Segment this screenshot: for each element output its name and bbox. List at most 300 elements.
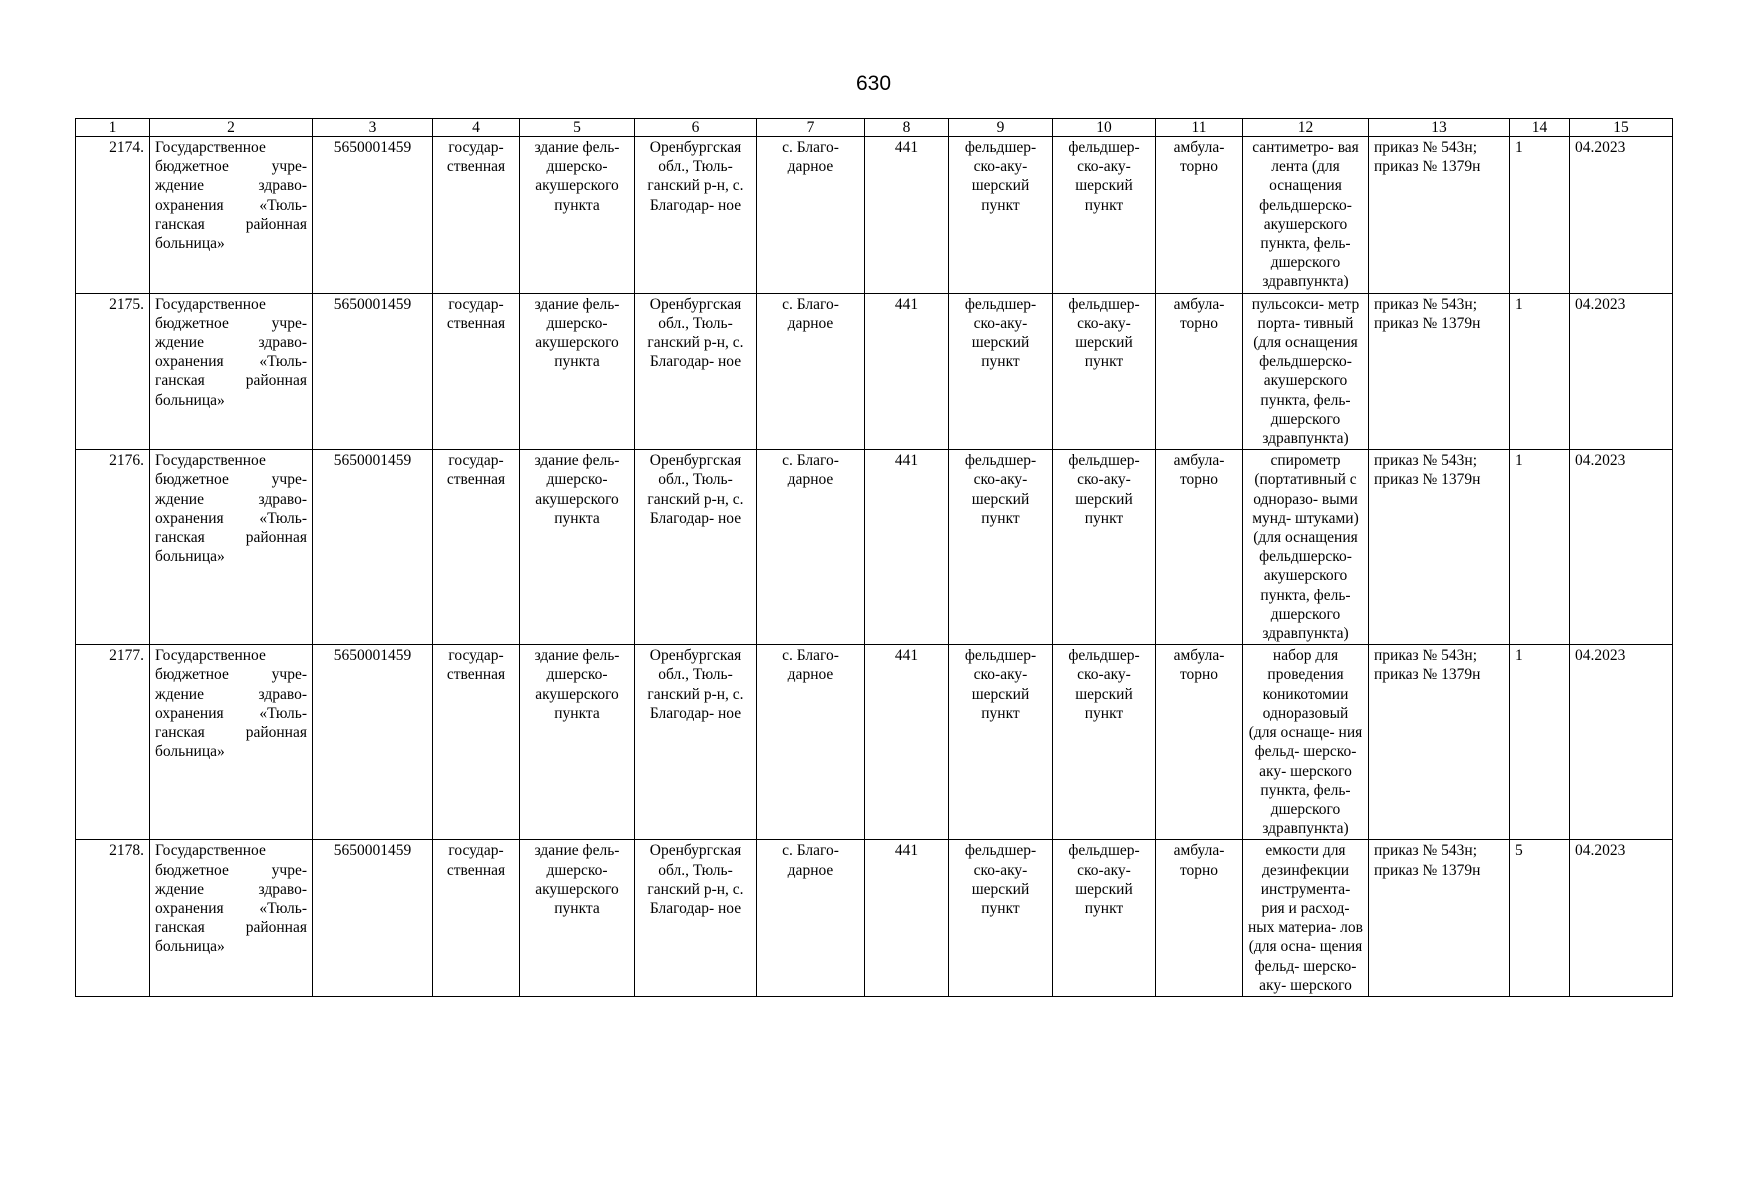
equipment-item-line: фельдшерско- <box>1259 196 1352 214</box>
address-line: ганский р-н, <box>647 334 729 352</box>
page-number: 630 <box>855 72 892 95</box>
table-row <box>76 293 1673 450</box>
settlement-cell <box>757 645 865 840</box>
unit-name-cell <box>1053 450 1156 645</box>
organization-name-line: Государственное <box>155 452 266 470</box>
unit-name-line: ско-аку- <box>1077 861 1131 879</box>
organization-name-line: Государственное <box>155 139 266 156</box>
organization-name-line: больница» <box>155 235 225 253</box>
deadline-cell: 04.2023 <box>1570 293 1673 450</box>
unit-type-line: шерский <box>971 685 1030 703</box>
care-conditions-cell <box>1156 293 1243 450</box>
building-type-line: пункта <box>554 509 600 527</box>
column-header: 15 <box>1570 119 1673 137</box>
building-type-line: здание фель- <box>534 452 620 470</box>
legal-basis-cell <box>1369 293 1510 450</box>
building-type-cell <box>520 293 635 450</box>
unit-type-line: ско-аку- <box>973 471 1028 489</box>
equipment-item-line: акушерского <box>1263 215 1348 233</box>
table-row <box>76 645 1673 840</box>
address-line: Оренбургская <box>649 842 742 860</box>
equipment-item-line: шерско-аку- <box>1259 957 1357 994</box>
deadline-cell: 04.2023 <box>1570 450 1673 645</box>
organization-name-line: больница» <box>155 743 225 761</box>
equipment-item-line: акушерского <box>1263 372 1348 390</box>
table-row <box>76 137 1673 294</box>
building-type-line: акушерского <box>535 490 619 508</box>
unit-name-line: шерский <box>1075 880 1133 898</box>
settlement-line: дарное <box>787 666 834 684</box>
equipment-item-line: ных материа- <box>1248 919 1337 937</box>
quantity-cell: 1 <box>1510 293 1570 450</box>
address-line: ное <box>718 899 742 917</box>
unit-type-cell <box>949 293 1053 450</box>
inn-cell: 5650001459 <box>313 293 433 450</box>
organization-name-line: охранения «Тюль- <box>155 704 307 722</box>
equipment-item-line: шерского <box>1290 976 1352 994</box>
organization-name-line: ждение здраво- <box>155 334 307 352</box>
equipment-item-line: пункта, фель- <box>1260 586 1351 604</box>
equipment-item-line: здравпункта) <box>1262 430 1349 448</box>
address-line: ганский р-н, <box>647 490 729 508</box>
unit-type-line: фельдшер- <box>964 647 1037 665</box>
building-type-line: дшерско- <box>546 861 608 879</box>
unit-name-line: шерский <box>1075 490 1133 508</box>
settlement-line: с. Благо- <box>782 842 839 860</box>
unit-name-line: ско-аку- <box>1077 666 1131 684</box>
unit-name-cell <box>1053 137 1156 294</box>
unit-type-line: фельдшер- <box>964 452 1037 470</box>
ownership-form-line: ственная <box>446 666 506 684</box>
unit-type-line: шерский <box>971 880 1030 898</box>
column-header: 2 <box>150 119 313 137</box>
equipment-item-line: набор для <box>1272 647 1339 665</box>
organization-name-line: больница» <box>155 391 225 409</box>
column-header: 10 <box>1053 119 1156 137</box>
unit-name-line: пункт <box>1084 196 1124 214</box>
organization-name-line: охранения «Тюль- <box>155 353 307 371</box>
equipment-item-line: штуками) (для <box>1253 509 1359 547</box>
settlement-line: с. Благо- <box>782 139 839 156</box>
organization-name-line: бюджетное учре- <box>155 861 307 879</box>
deadline-cell: 04.2023 <box>1570 137 1673 294</box>
organization-name-line: охранения «Тюль- <box>155 899 307 917</box>
organization-name-line: больница» <box>155 548 225 566</box>
deadline-cell: 04.2023 <box>1570 645 1673 840</box>
settlement-line: дарное <box>787 471 834 489</box>
equipment-item-line: здравпункта) <box>1262 625 1349 643</box>
address-line: с. Благодар- <box>649 334 744 371</box>
column-header: 4 <box>433 119 520 137</box>
equipment-item-line: пункта, фель- <box>1260 391 1351 409</box>
equipment-item-line: фельдшерско- <box>1259 353 1352 371</box>
legal-basis-line: приказ № 1379н <box>1374 471 1481 489</box>
unit-type-line: ско-аку- <box>973 314 1028 332</box>
population-cell: 441 <box>865 645 949 840</box>
equipment-item-cell <box>1243 840 1369 997</box>
organization-name-line: Государственное <box>155 842 266 860</box>
organization-name-line: бюджетное учре- <box>155 666 307 684</box>
settlement-line: дарное <box>787 861 834 879</box>
unit-name-line: пункт <box>1084 899 1124 917</box>
equipment-item-line: акушерского <box>1263 567 1348 585</box>
legal-basis-line: приказ № 1379н <box>1374 158 1481 176</box>
organization-name-line: ждение здраво- <box>155 685 307 703</box>
organization-name-line: ждение здраво- <box>155 490 307 508</box>
legal-basis-line: приказ № 543н; <box>1374 139 1478 156</box>
address-line: ное <box>718 704 742 722</box>
address-line: ганский р-н, <box>647 880 729 898</box>
equipment-item-line: дшерского <box>1270 410 1341 428</box>
equipment-item-line: щения фельд- <box>1254 938 1363 975</box>
equipment-item-line: пункта, фель- <box>1260 781 1351 799</box>
table-row <box>76 840 1673 997</box>
unit-type-line: пункт <box>981 704 1020 722</box>
equipment-item-line: оснащения <box>1285 334 1358 352</box>
address-line: обл., Тюль- <box>658 666 733 684</box>
column-header: 1 <box>76 119 150 137</box>
legal-basis-cell <box>1369 645 1510 840</box>
ownership-form-line: ственная <box>446 861 506 879</box>
ownership-form-line: государ- <box>448 842 504 860</box>
settlement-cell <box>757 840 865 997</box>
unit-name-line: пункт <box>1084 353 1124 371</box>
ownership-form-line: ственная <box>446 314 506 332</box>
equipment-item-line: выми мунд- <box>1252 490 1358 527</box>
unit-type-line: шерский <box>971 177 1030 195</box>
equipment-item-line: здравпункта) <box>1262 273 1349 291</box>
address-line: с. Благодар- <box>649 490 744 527</box>
unit-name-cell <box>1053 840 1156 997</box>
building-type-cell <box>520 840 635 997</box>
care-conditions-cell <box>1156 450 1243 645</box>
address-cell <box>635 450 757 645</box>
equipment-item-line: дшерского <box>1270 605 1341 623</box>
address-line: с. Благодар- <box>649 880 744 917</box>
unit-name-line: фельдшер- <box>1068 139 1140 156</box>
care-conditions-line: амбула- <box>1173 139 1225 156</box>
building-type-line: здание фель- <box>534 295 620 313</box>
legal-basis-line: приказ № 543н; <box>1374 452 1478 470</box>
legal-basis-line: приказ № 1379н <box>1374 861 1481 879</box>
building-type-line: пункта <box>554 899 600 917</box>
unit-name-line: пункт <box>1084 704 1124 722</box>
unit-type-line: пункт <box>981 509 1020 527</box>
quantity-cell: 5 <box>1510 840 1570 997</box>
inn-cell: 5650001459 <box>313 450 433 645</box>
unit-name-line: шерский <box>1075 334 1133 352</box>
address-cell <box>635 293 757 450</box>
ownership-form-cell <box>433 293 520 450</box>
row-number-cell: 2177. <box>76 645 150 840</box>
settlement-line: с. Благо- <box>782 647 839 665</box>
address-line: обл., Тюль- <box>658 158 733 176</box>
building-type-line: дшерско- <box>546 666 608 684</box>
address-line: ное <box>718 353 742 371</box>
building-type-line: дшерско- <box>546 314 608 332</box>
unit-name-line: ско-аку- <box>1077 158 1131 176</box>
population-cell: 441 <box>865 137 949 294</box>
unit-name-line: фельдшер- <box>1068 452 1140 470</box>
organization-name-line: ганская районная <box>155 529 307 547</box>
address-line: Оренбургская <box>649 139 742 156</box>
equipment-item-line: рия и расход- <box>1261 899 1350 917</box>
legal-basis-line: приказ № 1379н <box>1374 314 1481 332</box>
unit-name-cell <box>1053 293 1156 450</box>
care-conditions-line: амбула- <box>1173 647 1225 665</box>
unit-name-line: пункт <box>1084 509 1124 527</box>
building-type-line: здание фель- <box>534 842 620 860</box>
building-type-line: акушерского <box>535 177 619 195</box>
equipment-item-line: с одноразо- <box>1253 471 1357 508</box>
column-header: 11 <box>1156 119 1243 137</box>
unit-name-line: ско-аку- <box>1077 471 1131 489</box>
unit-name-line: фельдшер- <box>1068 295 1140 313</box>
column-header: 5 <box>520 119 635 137</box>
equipment-item-line: пункта, фель- <box>1260 235 1351 253</box>
care-conditions-line: торно <box>1179 861 1219 879</box>
settlement-line: с. Благо- <box>782 452 839 470</box>
equipment-item-line: лов (для осна- <box>1248 919 1363 956</box>
legal-basis-line: приказ № 1379н <box>1374 666 1481 684</box>
care-conditions-line: торно <box>1179 314 1219 332</box>
equipment-item-line: одноразовый <box>1262 704 1349 722</box>
address-line: ное <box>718 509 742 527</box>
equipment-item-line: сантиметро- <box>1252 139 1334 156</box>
organization-name-line: охранения «Тюль- <box>155 196 307 214</box>
address-line: ганский р-н, <box>647 177 729 195</box>
organization-name-cell <box>150 645 313 840</box>
inn-cell: 5650001459 <box>313 137 433 294</box>
address-line: Оренбургская <box>649 647 742 665</box>
unit-type-cell <box>949 450 1053 645</box>
equipment-item-line: ния фельд- <box>1254 724 1363 761</box>
ownership-form-line: государ- <box>448 452 504 470</box>
equipment-item-line: емкости для <box>1265 842 1346 860</box>
equipment-item-line: оснащения <box>1285 529 1358 547</box>
ownership-form-cell <box>433 840 520 997</box>
legal-basis-line: приказ № 543н; <box>1374 647 1478 665</box>
unit-type-line: фельдшер- <box>964 842 1037 860</box>
address-line: ганский р-н, <box>647 685 729 703</box>
building-type-line: пункта <box>554 704 600 722</box>
building-type-line: акушерского <box>535 685 619 703</box>
settlement-cell <box>757 137 865 294</box>
unit-name-line: фельдшер- <box>1068 647 1140 665</box>
building-type-line: пункта <box>554 196 600 214</box>
settlement-cell <box>757 450 865 645</box>
equipment-item-line: дезинфекции <box>1261 861 1349 879</box>
organization-name-line: Государственное <box>155 647 266 665</box>
address-cell <box>635 840 757 997</box>
unit-type-line: ско-аку- <box>973 861 1028 879</box>
unit-type-line: фельдшер- <box>964 295 1037 313</box>
row-number-cell: 2176. <box>76 450 150 645</box>
equipment-item-line: фельдшерско- <box>1259 548 1352 566</box>
ownership-form-line: ственная <box>446 158 506 176</box>
address-line: с. Благодар- <box>649 685 744 722</box>
population-cell: 441 <box>865 840 949 997</box>
ownership-form-line: государ- <box>448 647 504 665</box>
equipment-item-line: оснащения <box>1269 177 1342 195</box>
equipment-item-cell <box>1243 450 1369 645</box>
unit-type-cell <box>949 137 1053 294</box>
address-line: Оренбургская <box>649 295 742 313</box>
care-conditions-line: торно <box>1179 666 1219 684</box>
settlement-line: дарное <box>787 314 834 332</box>
row-number-cell: 2175. <box>76 293 150 450</box>
ownership-form-line: ственная <box>446 471 506 489</box>
unit-type-line: шерский <box>971 334 1030 352</box>
care-conditions-line: торно <box>1179 158 1219 176</box>
organization-name-cell <box>150 137 313 294</box>
address-cell <box>635 645 757 840</box>
address-cell <box>635 137 757 294</box>
equipment-item-cell <box>1243 137 1369 294</box>
building-type-line: акушерского <box>535 880 619 898</box>
legal-basis-line: приказ № 543н; <box>1374 842 1478 860</box>
ownership-form-cell <box>433 137 520 294</box>
equipment-item-line: коникотомии <box>1262 685 1349 703</box>
unit-type-cell <box>949 840 1053 997</box>
unit-type-cell <box>949 645 1053 840</box>
quantity-cell: 1 <box>1510 137 1570 294</box>
address-line: обл., Тюль- <box>658 471 733 489</box>
organization-name-line: больница» <box>155 938 225 956</box>
equipment-item-line: спирометр <box>1270 452 1341 470</box>
settlement-cell <box>757 293 865 450</box>
row-number-cell: 2178. <box>76 840 150 997</box>
register-table <box>75 118 1673 997</box>
organization-name-line: бюджетное учре- <box>155 471 307 489</box>
equipment-item-cell <box>1243 293 1369 450</box>
table-row <box>76 450 1673 645</box>
unit-type-line: пункт <box>981 196 1020 214</box>
care-conditions-line: торно <box>1179 471 1219 489</box>
unit-name-line: шерский <box>1075 177 1133 195</box>
equipment-item-line: вая лента (для <box>1271 139 1359 176</box>
column-header: 8 <box>865 119 949 137</box>
settlement-line: с. Благо- <box>782 295 839 313</box>
equipment-item-line: метр порта- <box>1257 295 1360 332</box>
inn-cell: 5650001459 <box>313 840 433 997</box>
equipment-item-line: дшерского <box>1270 254 1341 272</box>
equipment-item-line: дшерского <box>1270 800 1341 818</box>
building-type-line: здание фель- <box>534 139 620 156</box>
unit-type-line: пункт <box>981 353 1020 371</box>
building-type-cell <box>520 645 635 840</box>
address-line: ное <box>718 196 742 214</box>
column-header: 13 <box>1369 119 1510 137</box>
building-type-cell <box>520 137 635 294</box>
equipment-item-line: шерско-аку- <box>1259 743 1357 780</box>
settlement-line: дарное <box>787 158 834 176</box>
organization-name-line: ганская районная <box>155 919 307 937</box>
unit-type-line: ско-аку- <box>973 666 1028 684</box>
care-conditions-cell <box>1156 645 1243 840</box>
row-number-cell: 2174. <box>76 137 150 294</box>
organization-name-line: ганская районная <box>155 724 307 742</box>
organization-name-line: ждение здраво- <box>155 880 307 898</box>
legal-basis-line: приказ № 543н; <box>1374 295 1478 313</box>
unit-type-line: шерский <box>971 490 1030 508</box>
address-line: обл., Тюль- <box>658 861 733 879</box>
unit-name-line: ско-аку- <box>1077 314 1131 332</box>
address-line: Оренбургская <box>649 452 742 470</box>
column-header: 6 <box>635 119 757 137</box>
column-header: 14 <box>1510 119 1570 137</box>
organization-name-line: бюджетное учре- <box>155 314 307 332</box>
quantity-cell: 1 <box>1510 645 1570 840</box>
column-header: 12 <box>1243 119 1369 137</box>
unit-name-line: фельдшер- <box>1068 842 1140 860</box>
equipment-item-line: (портативный <box>1254 471 1346 489</box>
care-conditions-line: амбула- <box>1173 295 1225 313</box>
organization-name-line: охранения «Тюль- <box>155 509 307 527</box>
population-cell: 441 <box>865 293 949 450</box>
building-type-line: пункта <box>554 353 600 371</box>
equipment-item-line: проведения <box>1267 666 1344 684</box>
column-header: 9 <box>949 119 1053 137</box>
ownership-form-cell <box>433 645 520 840</box>
building-type-line: дшерско- <box>546 471 608 489</box>
equipment-item-line: (для оснаще- <box>1248 724 1335 742</box>
column-header: 3 <box>313 119 433 137</box>
ownership-form-line: государ- <box>448 295 504 313</box>
address-line: с. Благодар- <box>649 177 744 214</box>
care-conditions-cell <box>1156 840 1243 997</box>
equipment-item-line: пульсокси- <box>1251 295 1324 313</box>
unit-type-line: ско-аку- <box>973 158 1028 176</box>
organization-name-cell <box>150 293 313 450</box>
legal-basis-cell <box>1369 840 1510 997</box>
organization-name-line: Государственное <box>155 295 266 313</box>
ownership-form-cell <box>433 450 520 645</box>
organization-name-line: ждение здраво- <box>155 177 307 195</box>
address-line: обл., Тюль- <box>658 314 733 332</box>
organization-name-cell <box>150 450 313 645</box>
care-conditions-line: амбула- <box>1173 842 1225 860</box>
building-type-line: акушерского <box>535 334 619 352</box>
unit-name-line: шерский <box>1075 685 1133 703</box>
column-header: 7 <box>757 119 865 137</box>
population-cell: 441 <box>865 450 949 645</box>
equipment-item-line: инструмента- <box>1260 880 1351 898</box>
organization-name-line: бюджетное учре- <box>155 158 307 176</box>
unit-type-line: пункт <box>981 899 1020 917</box>
care-conditions-cell <box>1156 137 1243 294</box>
deadline-cell: 04.2023 <box>1570 840 1673 997</box>
equipment-item-line: тивный (для <box>1253 314 1354 352</box>
quantity-cell: 1 <box>1510 450 1570 645</box>
legal-basis-cell <box>1369 450 1510 645</box>
ownership-form-line: государ- <box>448 139 504 156</box>
column-number-row <box>76 119 1673 137</box>
legal-basis-cell <box>1369 137 1510 294</box>
inn-cell: 5650001459 <box>313 645 433 840</box>
organization-name-line: ганская районная <box>155 215 307 233</box>
unit-type-line: фельдшер- <box>964 139 1037 156</box>
unit-name-cell <box>1053 645 1156 840</box>
organization-name-cell <box>150 840 313 997</box>
equipment-item-line: шерского <box>1290 762 1352 780</box>
equipment-item-line: здравпункта) <box>1262 820 1349 838</box>
equipment-item-cell <box>1243 645 1369 840</box>
building-type-cell <box>520 450 635 645</box>
building-type-line: здание фель- <box>534 647 620 665</box>
organization-name-line: ганская районная <box>155 372 307 390</box>
building-type-line: дшерско- <box>546 158 608 176</box>
